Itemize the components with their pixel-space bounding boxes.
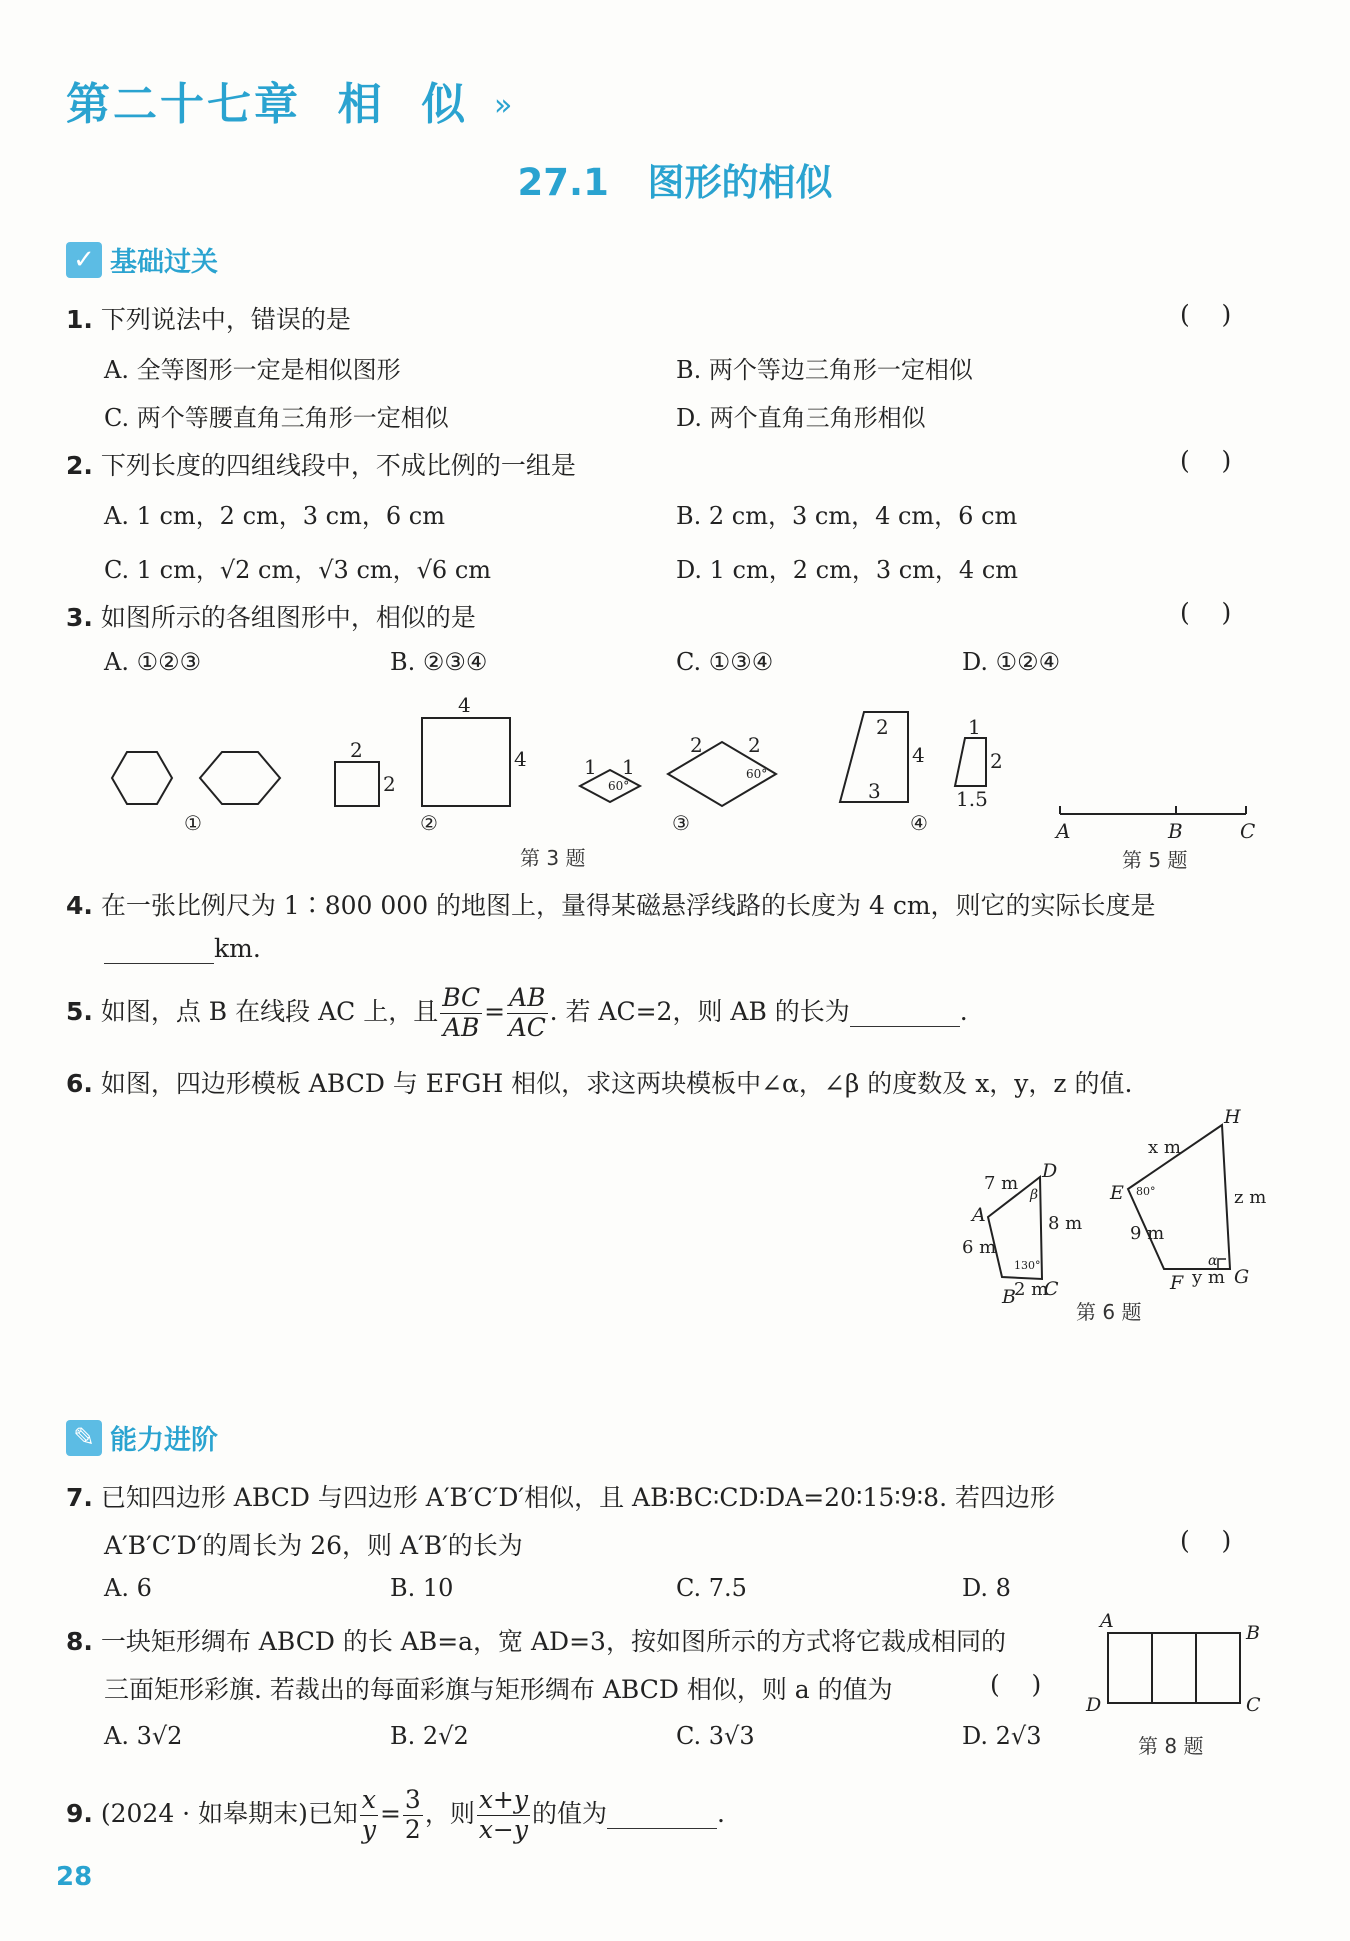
q2-label-e: E [1110,1182,1124,1204]
question-2-option-d: D. 1 cm，2 cm，3 cm，4 cm [676,556,1019,584]
question-8-option-b: B. 2√2 [390,1722,469,1750]
tz-small-right: 2 [990,749,1003,773]
tz-small-bottom: 1.5 [956,787,988,811]
rh-small-angle: 60° [608,779,630,793]
question-6-stem: 6. 如图，四边形模板 ABCD 与 EFGH 相似，求这两块模板中∠α，∠β 的度数及 x，y，z 的值. [66,1069,1133,1098]
question-1-option-d: D. 两个直角三角形相似 [676,404,926,432]
section-advanced-label: 能力进阶 [110,1425,218,1456]
q2-label-f: F [1170,1272,1184,1294]
tz-big-top: 2 [876,715,889,739]
q2-side-fg: y m [1192,1267,1225,1288]
rh-big-left: 2 [690,733,703,757]
tz-big-right: 4 [912,743,925,767]
question-7-option-b: B. 10 [390,1574,454,1602]
rh-big-angle: 60° [746,767,768,781]
q1-angle-beta: β [1030,1187,1039,1203]
question-2-option-a: A. 1 cm，2 cm，3 cm，6 cm [104,502,445,530]
question-4-blank-line: km. [104,934,261,964]
q1-label-c: C [1044,1278,1059,1300]
answer-paren: ( ) [1180,446,1232,475]
q2-side-hg: z m [1234,1187,1267,1208]
answer-paren: ( ) [990,1670,1042,1699]
question-8-option-c: C. 3√3 [676,1722,755,1750]
question-7-line1: 7. 已知四边形 ABCD 与四边形 A′B′C′D′相似，且 AB∶BC∶CD∶DA=20∶15∶9∶8. 若四边形 [66,1483,1055,1512]
question-3-option-a: A. ①②③ [104,648,202,676]
mark-1: ① [184,811,202,835]
label-c: C [1240,819,1256,843]
question-7-line2: A′B′C′D′的周长为 26，则 A′B′的长为 [104,1531,523,1560]
question-8-option-d: D. 2√3 [962,1722,1042,1750]
question-1-stem: 1. 下列说法中，错误的是 [66,305,351,334]
answer-blank[interactable] [850,997,960,1027]
answer-paren: ( ) [1180,300,1232,329]
section-basic-label: 基础过关 [110,247,218,278]
q1-side-dc: 8 m [1048,1213,1083,1234]
hexagon-small [112,752,172,804]
question-4-stem: 4. 在一张比例尺为 1∶800 000 的地图上，量得某磁悬浮线路的长度为 4 cm，则它的实际长度是 [66,891,1156,920]
question-2-option-b: B. 2 cm，3 cm，4 cm，6 cm [676,502,1018,530]
mark-2: ② [420,811,438,835]
q1-label-b: B [1002,1286,1016,1308]
rh-small-right: 1 [622,755,635,779]
question-8-line1: 8. 一块矩形绸布 ABCD 的长 AB=a，宽 AD=3，按如图所示的方式将它裁成相同的 [66,1627,1006,1656]
section-title: 27.1 图形的相似 [517,161,833,204]
q2-side-ef: 9 m [1130,1223,1165,1244]
label-b: B [1168,819,1183,843]
q1-side-ad: 7 m [984,1173,1019,1194]
q2-label-g: G [1234,1266,1250,1288]
answer-paren: ( ) [1180,598,1232,627]
answer-blank[interactable] [104,934,214,964]
sq-big-right: 4 [514,747,527,771]
question-2-stem: 2. 下列长度的四组线段中，不成比例的一组是 [66,451,576,480]
section-advanced-header [66,1418,218,1457]
question-8-line2: 三面矩形彩旗. 若裁出的每面彩旗与矩形绸布 ABCD 相似，则 a 的值为 [104,1675,893,1704]
figure-3-caption: 第 3 题 [520,846,586,870]
figure-8-caption: 第 8 题 [1138,1734,1204,1758]
figure-8 [1080,1605,1270,1715]
fig8-label-b: B [1246,1622,1260,1644]
figure-6 [940,1105,1270,1308]
page-number: 28 [56,1862,93,1892]
question-3-option-b: B. ②③④ [390,648,488,676]
fig8-label-c: C [1246,1694,1261,1716]
q2-angle-80: 80° [1136,1185,1156,1198]
section-basic-header [66,240,218,279]
fraction-3-2: $\frac{3}{2}$ [404,1785,421,1844]
q1-side-ab: 6 m [962,1237,997,1258]
trapezoid-small [955,738,986,786]
question-1-option-b: B. 两个等边三角形一定相似 [676,356,973,384]
q2-side-eh: x m [1148,1137,1181,1158]
q1-side-bc: 2 m [1014,1279,1049,1300]
question-1-option-c: C. 两个等腰直角三角形一定相似 [104,404,449,432]
fraction-ab-ac: $\frac{AB}{AC}$ [508,983,546,1042]
mark-3: ③ [672,811,690,835]
question-3-option-c: C. ①③④ [676,648,774,676]
question-7-option-a: A. 6 [104,1574,152,1602]
q1-label-d: D [1042,1160,1058,1182]
question-7-option-d: D. 8 [962,1574,1011,1602]
figure-5-caption: 第 5 题 [1122,848,1188,872]
hexagon-wide [200,752,280,804]
rh-big-right: 2 [748,733,761,757]
mark-4: ④ [910,811,928,835]
fig8-label-d: D [1086,1694,1102,1716]
rect-abcd [1108,1633,1240,1703]
question-1-option-a: A. 全等图形一定是相似图形 [104,356,401,384]
question-2-option-c: C. 1 cm，√2 cm，√3 cm，√6 cm [104,556,492,584]
fraction-sum-diff: $\frac{x+y}{x-y}$ [478,1785,528,1844]
answer-paren: ( ) [1180,1526,1232,1555]
fraction-bc-ab: $\frac{BC}{AB}$ [442,983,481,1042]
label-a: A [1056,819,1071,843]
rh-small-left: 1 [584,755,597,779]
q1-label-a: A [972,1204,986,1226]
square-small [335,762,379,806]
q1-angle-130: 130° [1014,1259,1041,1272]
question-7-option-c: C. 7.5 [676,1574,747,1602]
pencil-icon: ✎ [66,1420,102,1456]
square-big [422,718,510,806]
figure-6-caption: 第 6 题 [1076,1300,1142,1324]
checkbox-icon: ✓ [66,242,102,278]
sq-big-top: 4 [458,693,471,717]
sq-small-top: 2 [350,738,363,762]
sq-small-right: 2 [383,772,396,796]
question-8-option-a: A. 3√2 [104,1722,183,1750]
question-5-stem: 5. 如图，点 B 在线段 AC 上，且 $\frac{BC}{AB}$ = $\frac{AB}{AC}$ . 若 AC=2，则 AB 的长为 . [66,983,968,1042]
fig8-label-a: A [1100,1610,1114,1632]
q2-label-h: H [1224,1106,1241,1128]
question-9-stem: 9. (2024 · 如皋期末)已知 $\frac{x}{y}$ = $\frac{3}{2}$ ，则 $\frac{x+y}{x-y}$ 的值为 . [66,1785,725,1844]
question-3-option-d: D. ①②④ [962,648,1061,676]
q2-angle-alpha: α [1208,1253,1218,1269]
chevron-icon: » [494,88,513,123]
tz-small-top: 1 [968,715,981,739]
answer-blank[interactable] [607,1799,717,1829]
chapter-title: 第二十七章 相 似 [66,79,469,130]
tz-big-bottom: 3 [868,779,881,803]
fraction-x-y: $\frac{x}{y}$ [361,1785,376,1844]
question-3-stem: 3. 如图所示的各组图形中，相似的是 [66,603,476,632]
